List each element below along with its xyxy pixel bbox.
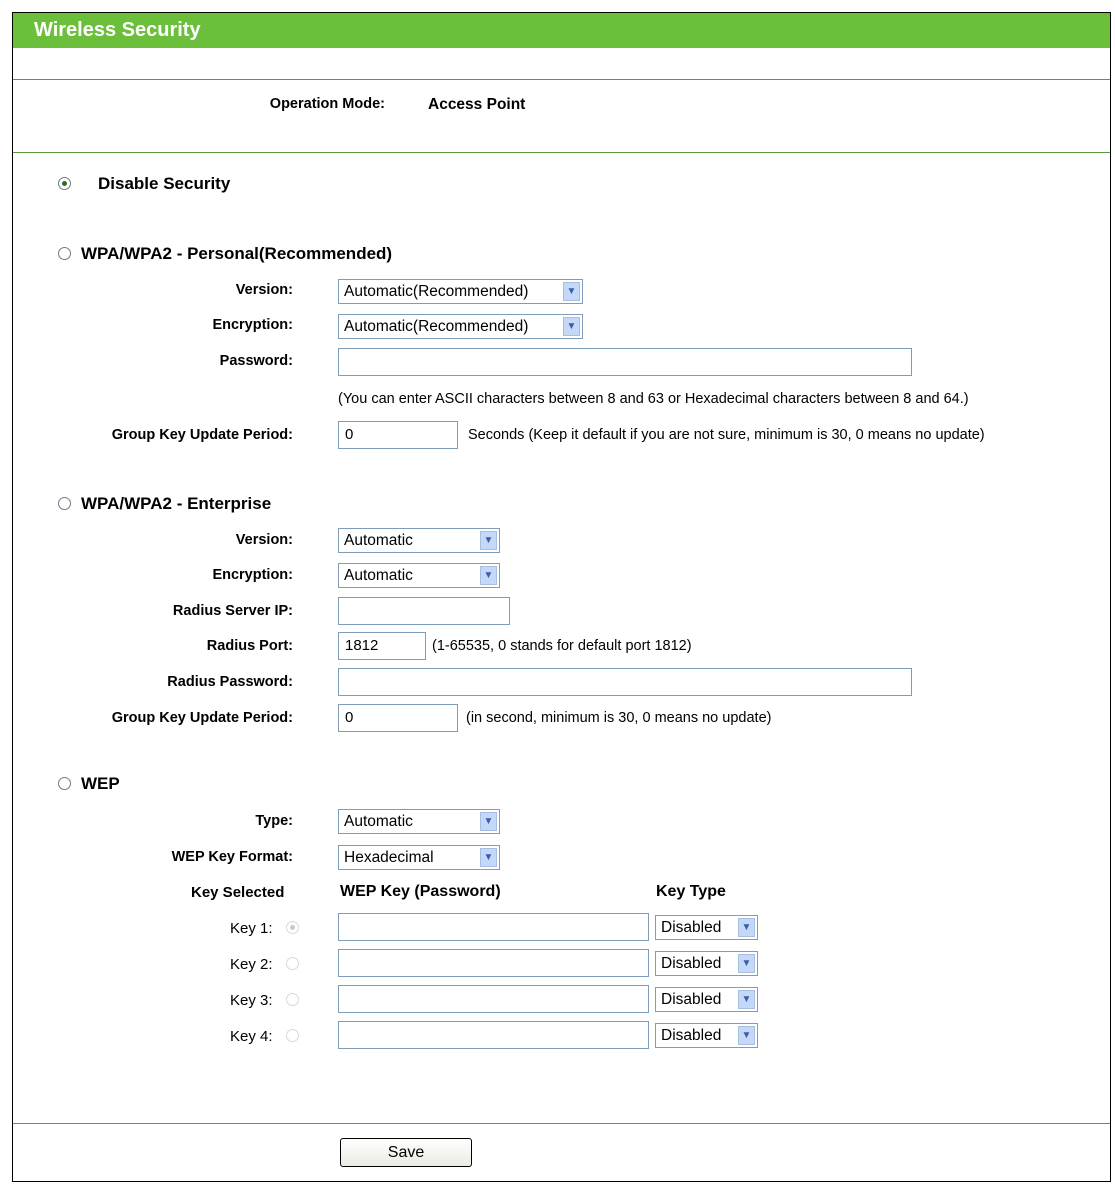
wpa-personal-title: WPA/WPA2 - Personal(Recommended) xyxy=(81,244,393,263)
radius-server-ip-input[interactable] xyxy=(338,597,510,625)
personal-gkup-input[interactable]: 0 xyxy=(338,421,458,449)
chevron-down-icon: ▼ xyxy=(738,1026,755,1045)
chevron-down-icon: ▼ xyxy=(480,812,497,831)
key-1-label: Key 1: xyxy=(230,920,273,937)
wpa-enterprise-radio[interactable] xyxy=(58,497,71,510)
chevron-down-icon: ▼ xyxy=(480,531,497,550)
enterprise-gkup-input[interactable]: 0 xyxy=(338,704,458,732)
key-2-label: Key 2: xyxy=(230,956,273,973)
chevron-down-icon: ▼ xyxy=(563,317,580,336)
key-2-type-value: Disabled xyxy=(661,955,722,972)
wep-title: WEP xyxy=(81,774,120,793)
key-1-input[interactable] xyxy=(338,913,649,941)
personal-password-input[interactable] xyxy=(338,348,912,376)
operation-mode-label: Operation Mode: xyxy=(269,96,385,112)
key-2-radio[interactable] xyxy=(286,957,299,970)
chevron-down-icon: ▼ xyxy=(738,918,755,937)
enterprise-gkup-hint: (in second, minimum is 30, 0 means no update) xyxy=(466,710,772,726)
col-wep-key: WEP Key (Password) xyxy=(340,883,501,900)
key-3-radio[interactable] xyxy=(286,993,299,1006)
radius-server-ip-label: Radius Server IP: xyxy=(172,603,293,619)
chevron-down-icon: ▼ xyxy=(738,990,755,1009)
radius-password-label: Radius Password: xyxy=(167,674,293,690)
key-3-input[interactable] xyxy=(338,985,649,1013)
key-3-label: Key 3: xyxy=(230,992,273,1009)
col-key-selected: Key Selected xyxy=(191,884,285,901)
wep-key-format-value: Hexadecimal xyxy=(344,849,434,866)
chevron-down-icon: ▼ xyxy=(563,282,580,301)
enterprise-encryption-value: Automatic xyxy=(344,567,413,584)
enterprise-version-label: Version: xyxy=(235,532,293,548)
personal-password-label: Password: xyxy=(219,353,293,369)
radius-password-input[interactable] xyxy=(338,668,912,696)
chevron-down-icon: ▼ xyxy=(480,566,497,585)
wpa-personal-radio[interactable] xyxy=(58,247,71,260)
personal-version-value: Automatic(Recommended) xyxy=(344,283,529,300)
disable-security-radio[interactable] xyxy=(58,177,71,190)
key-1-type-value: Disabled xyxy=(661,919,722,936)
operation-mode-value: Access Point xyxy=(428,96,526,113)
personal-gkup-label: Group Key Update Period: xyxy=(111,427,293,443)
divider xyxy=(13,79,1110,80)
wep-key-format-select[interactable] xyxy=(338,845,500,870)
enterprise-encryption-select[interactable] xyxy=(338,563,500,588)
chevron-down-icon: ▼ xyxy=(738,954,755,973)
key-4-type-value: Disabled xyxy=(661,1027,722,1044)
save-button[interactable]: Save xyxy=(340,1138,472,1167)
wep-type-select[interactable] xyxy=(338,809,500,834)
personal-version-label: Version: xyxy=(235,282,293,298)
key-4-type-select[interactable] xyxy=(655,1023,758,1048)
enterprise-gkup-label: Group Key Update Period: xyxy=(111,710,293,726)
radius-port-label: Radius Port: xyxy=(206,638,293,654)
personal-encryption-select[interactable] xyxy=(338,314,583,339)
key-1-radio[interactable] xyxy=(286,921,299,934)
personal-password-hint: (You can enter ASCII characters between 8 and 63 or Hexadecimal characters between 8 and 64.) xyxy=(338,391,969,407)
key-3-type-select[interactable] xyxy=(655,987,758,1012)
personal-version-select[interactable] xyxy=(338,279,583,304)
divider xyxy=(13,152,1110,153)
disable-security-label: Disable Security xyxy=(98,174,231,193)
key-1-type-select[interactable] xyxy=(655,915,758,940)
personal-gkup-hint: Seconds (Keep it default if you are not sure, minimum is 30, 0 means no update) xyxy=(468,427,985,443)
wep-type-value: Automatic xyxy=(344,813,413,830)
personal-encryption-value: Automatic(Recommended) xyxy=(344,318,529,335)
wpa-enterprise-title: WPA/WPA2 - Enterprise xyxy=(81,494,272,513)
enterprise-encryption-label: Encryption: xyxy=(212,567,293,583)
wep-key-format-label: WEP Key Format: xyxy=(171,849,293,865)
key-2-type-select[interactable] xyxy=(655,951,758,976)
key-2-input[interactable] xyxy=(338,949,649,977)
chevron-down-icon: ▼ xyxy=(480,848,497,867)
key-4-label: Key 4: xyxy=(230,1028,273,1045)
divider xyxy=(13,1123,1110,1124)
key-4-radio[interactable] xyxy=(286,1029,299,1042)
wep-radio[interactable] xyxy=(58,777,71,790)
page-title: Wireless Security xyxy=(13,13,1110,48)
personal-encryption-label: Encryption: xyxy=(212,317,293,333)
radius-port-input[interactable]: 1812 xyxy=(338,632,426,660)
wep-type-label: Type: xyxy=(255,813,293,829)
enterprise-version-select[interactable] xyxy=(338,528,500,553)
col-key-type: Key Type xyxy=(656,883,726,900)
radius-port-hint: (1-65535, 0 stands for default port 1812) xyxy=(432,638,692,654)
key-3-type-value: Disabled xyxy=(661,991,722,1008)
key-4-input[interactable] xyxy=(338,1021,649,1049)
enterprise-version-value: Automatic xyxy=(344,532,413,549)
